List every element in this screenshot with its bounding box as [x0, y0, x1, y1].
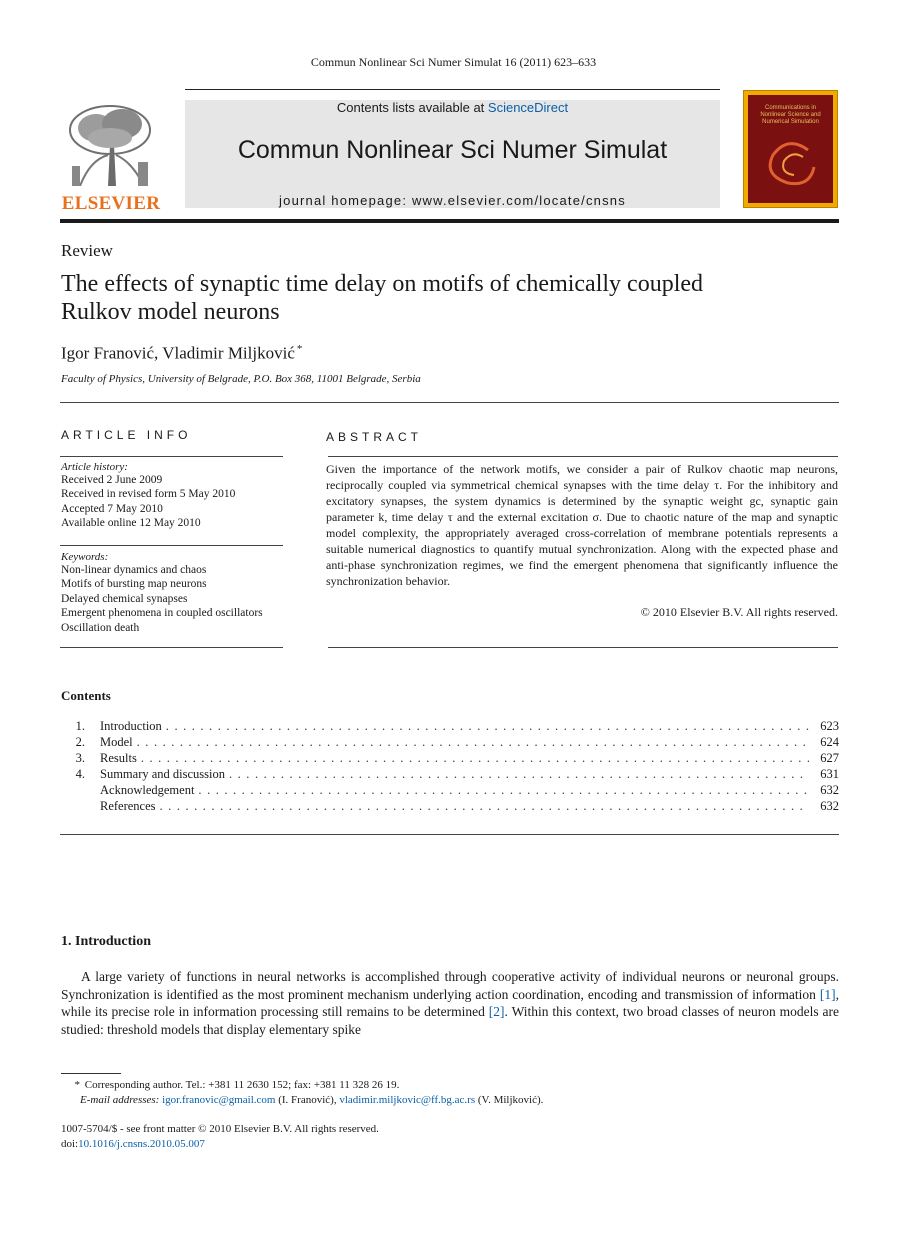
toc-page: 631: [820, 767, 839, 781]
intro-text: A large variety of functions in neural networks is accomplished through cooperative activity of individual neurons or neuronal groups. Synchronization is identified as the most prominent mechanism underlying action coordination, encoding and transmission of information: [61, 969, 839, 1002]
history-item: Received in revised form 5 May 2010: [61, 488, 236, 501]
journal-cover: [743, 90, 838, 208]
toc-leader: [141, 751, 809, 766]
article-info-heading: ARTICLE INFO: [61, 428, 192, 442]
keyword-item: Delayed chemical synapses: [61, 592, 188, 605]
toc-number: 1.: [75, 719, 85, 733]
toc-leader: [198, 783, 809, 798]
footnote: [61, 1078, 839, 1108]
abstract-bottom-rule: [328, 647, 838, 648]
keywords-label: Keywords:: [61, 551, 109, 563]
toc-page: 632: [820, 783, 839, 797]
keyword-item: Motifs of bursting map neurons: [61, 578, 207, 591]
toc-title[interactable]: References: [100, 799, 156, 813]
doi-label: doi:: [61, 1138, 79, 1150]
cover-title: Communications in Nonlinear Science and Numerical Simulation: [760, 105, 821, 125]
article-info-rule: [60, 456, 283, 457]
elsevier-tree-icon: [60, 100, 160, 186]
abstract-heading: ABSTRACT: [326, 430, 423, 444]
section-heading-introduction: 1. Introduction: [61, 934, 151, 949]
cover-art: [748, 95, 833, 203]
keywords: [61, 551, 284, 635]
toc-title[interactable]: Model: [100, 735, 133, 749]
article-title-line: Rulkov model neurons: [61, 299, 280, 325]
table-of-contents: [61, 719, 839, 815]
toc-entry[interactable]: [61, 783, 839, 799]
header-thick-rule: [60, 219, 839, 223]
history-label: Article history:: [61, 461, 128, 473]
contents-available-line: [185, 100, 720, 115]
article-history: [61, 461, 284, 531]
citation-link[interactable]: [2]: [488, 1004, 505, 1019]
footnote-mark: *: [74, 1079, 80, 1091]
toc-page: 623: [820, 719, 839, 733]
elsevier-logo: [60, 100, 162, 214]
citation-link[interactable]: [1]: [819, 986, 836, 1002]
article-title-line: The effects of synaptic time delay on motifs of chemically coupled: [61, 271, 704, 297]
keyword-item: Emergent phenomena in coupled oscillators: [61, 607, 263, 620]
toc-title[interactable]: Introduction: [100, 719, 162, 733]
introduction-paragraph: [61, 968, 839, 1038]
toc-title[interactable]: Acknowledgement: [100, 783, 195, 797]
doi-link[interactable]: 10.1016/j.cnsns.2010.05.007: [78, 1138, 205, 1150]
toc-title[interactable]: Results: [100, 751, 137, 765]
authors: [61, 343, 302, 364]
history-item: Accepted 7 May 2010: [61, 502, 163, 515]
keyword-item: Oscillation death: [61, 621, 140, 634]
toc-leader: [229, 767, 809, 782]
article-title: [61, 270, 841, 326]
email-link[interactable]: vladimir.miljkovic@ff.bg.ac.rs: [339, 1094, 476, 1106]
article-info-bottom-rule: [60, 647, 283, 648]
footnote-corresponding: [61, 1078, 839, 1093]
toc-leader: [137, 735, 809, 750]
toc-page: 627: [820, 751, 839, 765]
toc-entry[interactable]: [61, 767, 839, 783]
toc-leader: [160, 799, 809, 814]
issn-block: [61, 1122, 379, 1152]
intro-text: , while its precise role in information processing still remains to be determined: [61, 986, 839, 1019]
footnote-rule: [61, 1073, 121, 1074]
title-rule: [60, 402, 839, 403]
running-head: Commun Nonlinear Sci Numer Simulat 16 (2011) 623–633: [310, 55, 597, 69]
journal-title: Commun Nonlinear Sci Numer Simulat: [237, 136, 668, 164]
toc-title[interactable]: Summary and discussion: [100, 767, 225, 781]
toc-number: 3.: [75, 751, 85, 765]
elsevier-wordmark: ELSEVIER: [61, 193, 161, 214]
toc-number: 2.: [75, 735, 85, 749]
toc-page: 632: [820, 799, 839, 813]
affiliation: Faculty of Physics, University of Belgrade, P.O. Box 368, 11001 Belgrade, Serbia: [61, 373, 421, 385]
toc-leader: [166, 719, 809, 734]
contents-prefix: Contents lists available at: [336, 100, 488, 115]
sciencedirect-link[interactable]: ScienceDirect: [487, 100, 569, 115]
email-link[interactable]: igor.franovic@gmail.com: [162, 1094, 276, 1106]
author-names: Igor Franović, Vladimir Miljković: [61, 343, 295, 363]
footnote-emails: [61, 1093, 839, 1108]
header-top-rule: [185, 89, 720, 90]
contents-heading: Contents: [61, 688, 111, 703]
email-label: E-mail addresses:: [80, 1094, 160, 1106]
history-item: Received 2 June 2009: [61, 474, 163, 486]
email-owner: (V. Miljković).: [477, 1094, 544, 1106]
article-type: Review: [61, 241, 113, 260]
abstract-rule: [328, 456, 838, 457]
toc-number: 4.: [75, 767, 85, 781]
toc-entry[interactable]: [61, 799, 839, 815]
corresponding-author-mark[interactable]: *: [296, 343, 303, 355]
toc-entry[interactable]: [61, 751, 839, 767]
footnote-corresponding-text: Corresponding author. Tel.: +381 11 2630 152; fax: +381 11 328 26 19.: [84, 1079, 400, 1091]
abstract-copyright: © 2010 Elsevier B.V. All rights reserved.: [640, 605, 838, 619]
intro-text: . Within this context, two broad classes of neuron models are studied: threshold models that display elementary spike: [61, 1004, 839, 1037]
keyword-item: Non-linear dynamics and chaos: [61, 564, 207, 576]
cover-swirl-icon: [748, 95, 833, 203]
email-owner: (I. Franović),: [278, 1094, 337, 1106]
abstract-text: Given the importance of the network motifs, we consider a pair of Rulkov chaotic map neurons, reciprocally coupled via symmetrical chemical synapses with the time delay τ. For the inhibitory and excitatory synapses, the system dynamics is determined by the synaptic weight gc, synaptic gain parameter k, time delay τ and the external excitation σ. Due to chaotic nature of the map and synaptic model complexity, the appropriately averaged cross-correlation of membrane potentials represents a suitable numerical diagnostics to quantify mutual synchronization. Along with the expected phase and anti-phase synchronization regimes, we find the emergent phenomena that significantly influence the synchronization behavior.: [326, 462, 838, 588]
toc-page: 624: [820, 735, 839, 749]
issn-line: 1007-5704/$ - see front matter © 2010 Elsevier B.V. All rights reserved.: [61, 1123, 379, 1135]
history-item: Available online 12 May 2010: [61, 517, 201, 530]
keywords-rule: [60, 545, 283, 546]
toc-entry[interactable]: [61, 719, 839, 735]
toc-entry[interactable]: [61, 735, 839, 751]
doi-line: [61, 1137, 379, 1152]
journal-homepage[interactable]: journal homepage: www.elsevier.com/locate/cnsns: [279, 193, 626, 208]
contents-bottom-rule: [60, 834, 839, 835]
